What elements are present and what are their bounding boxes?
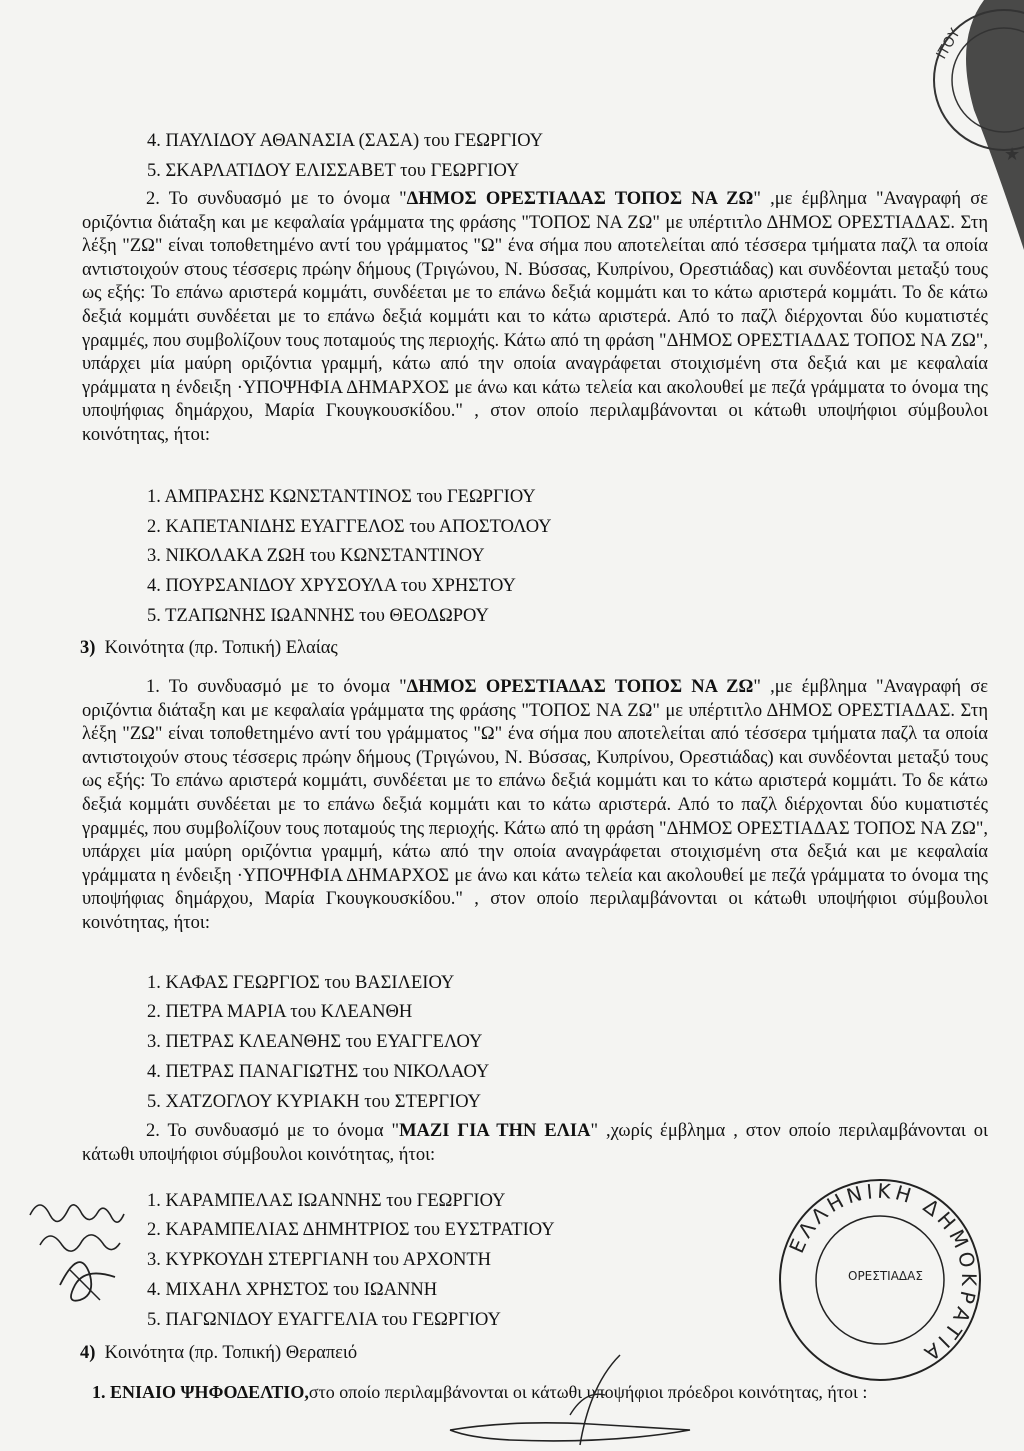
combination-name: ΔΗΜΟΣ ΟΡΕΣΤΙΑΔΑΣ ΤΟΠΟΣ ΝΑ ΖΩ	[406, 677, 754, 697]
ballot-line: 1. ΕΝΙΑΙΟ ΨΗΦΟΔΕΛΤΙΟ,στο οποίο περιλαμβάνονται οι κάτωθι υποψήφιοι πρόεδροι κοινότητας, ήτοι :	[92, 1382, 868, 1402]
list-item: 2. ΚΑΡΑΜΠΕΛΙΑΣ ΔΗΜΗΤΡΙΟΣ του ΕΥΣΤΡΑΤΙΟΥ	[147, 1220, 555, 1240]
list-item: 1. ΑΜΠΡΑΣΗΣ ΚΩΝΣΤΑΝΤΙΝΟΣ του ΓΕΩΡΓΙΟΥ	[147, 487, 536, 507]
list-item: 5. ΧΑΤΖΟΓΛΟΥ ΚΥΡΙΑΚΗ του ΣΤΕΡΓΙΟΥ	[147, 1092, 482, 1112]
list-item: 3. ΝΙΚΟΛΑΚΑ ΖΩΗ του ΚΩΝΣΤΑΝΤΙΝΟΥ	[147, 546, 485, 566]
combination-paragraph: 2. Το συνδυασμό με το όνομα "ΜΑΖΙ ΓΙΑ ΤΗΝ ΕΛΙΑ" ,χωρίς έμβλημα , στον οποίο περιλαμβάνονται οι κάτωθι υποψήφιοι σύμβουλοι κοινότητας, ήτοι:	[82, 1121, 988, 1165]
section-heading: 4) Κοινότητα (πρ. Τοπική) Θεραπειό	[80, 1343, 358, 1363]
list-item: 2. ΚΑΠΕΤΑΝΙΔΗΣ ΕΥΑΓΓΕΛΟΣ του ΑΠΟΣΤΟΛΟΥ	[147, 517, 552, 537]
list-item: 4. ΠΑΥΛΙΔΟΥ ΑΘΑΝΑΣΙΑ (ΣΑΣΑ) του ΓΕΩΡΓΙΟΥ	[147, 131, 543, 151]
list-item: 5. ΤΖΑΠΩΝΗΣ ΙΩΑΝΝΗΣ του ΘΕΟΔΩΡΟΥ	[147, 606, 489, 626]
list-item: 4. ΜΙΧΑΗΛ ΧΡΗΣΤΟΣ του ΙΩΑΝΝΗ	[147, 1280, 438, 1300]
section-heading: 3) Κοινότητα (πρ. Τοπική) Ελαίας	[80, 638, 338, 658]
list-item: 5. ΠΑΓΩΝΙΔΟΥ ΕΥΑΓΓΕΛΙΑ του ΓΕΩΡΓΙΟΥ	[147, 1310, 501, 1330]
svg-text:ΙΤΟΥ: ΙΤΟΥ	[933, 26, 964, 62]
list-item: 4. ΠΟΥΡΣΑΝΙΔΟΥ ΧΡΥΣΟΥΛΑ του ΧΡΗΣΤΟΥ	[147, 576, 516, 596]
round-seal-stamp	[770, 1170, 990, 1390]
list-item: 2. ΠΕΤΡΑ ΜΑΡΙΑ του ΚΛΕΑΝΘΗ	[147, 1002, 413, 1022]
list-item: 1. ΚΑΦΑΣ ΓΕΩΡΓΙΟΣ του ΒΑΣΙΛΕΙΟΥ	[147, 973, 455, 993]
svg-text:★: ★	[1004, 144, 1021, 165]
combination-paragraph: 2. Το συνδυασμό με το όνομα "ΔΗΜΟΣ ΟΡΕΣΤΙΑΔΑΣ ΤΟΠΟΣ ΝΑ ΖΩ" ,με έμβλημα "Αναγραφή σε οριζόντια διάταξη και με κεφαλαία γράμματα της φράσης "ΤΟΠΟΣ ΝΑ ΖΩ" με υπέρτιτλο ΔΗΜΟΣ ΟΡΕΣΤΙΑΔΑΣ. Στη λέξη "ΖΩ" είναι τοποθετημένο αντί του γράμματος "Ω" ένα σήμα που αποτελείται από τέσσερα τμήματα παζλ τα οποία αντιστοιχούν στους τέσσερις πρώην δήμους (Τριγώνου, Ν. Βύσσας, Κυπρίνου, Ορεστιάδας) και συνδέονται μεταξύ τους ως εξής: Το επάνω αριστερά κομμάτι, συνδέεται με το επάνω δεξιά κομμάτι και το κάτω αριστερά κομμάτι. Το δε κάτω δεξιά κομμάτι συνδέεται με το επάνω δεξιά κομμάτι και το κάτω αριστερά. Από το παζλ διέρχονται δύο κυματιστές γραμμές, που συμβολίζουν τους ποταμούς της περιοχής. Κάτω από τη φράση "ΔΗΜΟΣ ΟΡΕΣΤΙΑΔΑΣ ΤΟΠΟΣ ΝΑ ΖΩ", υπάρχει μία μαύρη οριζόντια γραμμή, κάτω από την οποία αναγράφεται στοιχισμένη στα δεξιά και με κεφαλαία γράμματα η ένδειξη ·ΥΠΟΨΗΦΙΑ ΔΗΜΑΡΧΟΣ με άνω και κάτω τελεία και ακολουθεί με πεζά γράμματα το όνομα της υποψήφιας δημάρχου, Μαρία Γκουγκουσκίδου." , στον οποίο περιλαμβάνονται οι κάτωθι υποψήφιοι σύμβουλοι κοινότητας, ήτοι:	[82, 189, 988, 445]
handwritten-signature	[20, 1185, 170, 1315]
combination-paragraph: 1. Το συνδυασμό με το όνομα "ΔΗΜΟΣ ΟΡΕΣΤΙΑΔΑΣ ΤΟΠΟΣ ΝΑ ΖΩ" ,με έμβλημα "Αναγραφή σε οριζόντια διάταξη και με κεφαλαία γράμματα της φράσης "ΤΟΠΟΣ ΝΑ ΖΩ" με υπέρτιτλο ΔΗΜΟΣ ΟΡΕΣΤΙΑΔΑΣ. Στη λέξη "ΖΩ" είναι τοποθετημένο αντί του γράμματος "Ω" ένα σήμα που αποτελείται από τέσσερα τμήματα παζλ τα οποία αντιστοιχούν στους τέσσερις πρώην δήμους (Τριγώνου, Ν. Βύσσας, Κυπρίνου, Ορεστιάδας) και συνδέονται μεταξύ τους ως εξής: Το επάνω αριστερά κομμάτι, συνδέεται με το επάνω δεξιά κομμάτι και το κάτω αριστερά κομμάτι. Το δε κάτω δεξιά κομμάτι συνδέεται με το επάνω δεξιά κομμάτι και το κάτω αριστερά. Από το παζλ διέρχονται δύο κυματιστές γραμμές, που συμβολίζουν τους ποταμούς της περιοχής. Κάτω από τη φράση "ΔΗΜΟΣ ΟΡΕΣΤΙΑΔΑΣ ΤΟΠΟΣ ΝΑ ΖΩ", υπάρχει μία μαύρη οριζόντια γραμμή, κάτω από την οποία αναγράφεται στοιχισμένη στα δεξιά και με κεφαλαία γράμματα η ένδειξη ·ΥΠΟΨΗΦΙΑ ΔΗΜΑΡΧΟΣ με άνω και κάτω τελεία και ακολουθεί με πεζά γράμματα το όνομα της υποψήφιας δημάρχου, Μαρία Γκουγκουσκίδου." , στον οποίο περιλαμβάνονται οι κάτωθι υποψήφιοι σύμβουλοι κοινότητας, ήτοι:	[82, 677, 988, 933]
svg-text:ΟΡΕΣΤΙΑΔΑΣ: ΟΡΕΣΤΙΑΔΑΣ	[848, 1269, 923, 1283]
combination-name: ΔΗΜΟΣ ΟΡΕΣΤΙΑΔΑΣ ΤΟΠΟΣ ΝΑ ΖΩ	[406, 189, 754, 209]
combination-name: ΜΑΖΙ ΓΙΑ ΤΗΝ ΕΛΙΑ	[399, 1121, 591, 1141]
partial-seal-stamp	[884, 0, 1024, 270]
list-item: 1. ΚΑΡΑΜΠΕΛΑΣ ΙΩΑΝΝΗΣ του ΓΕΩΡΓΙΟΥ	[147, 1191, 506, 1211]
svg-text:ΕΛΛΗΝΙΚΗ ΔΗΜΟΚΡΑΤΙΑ: ΕΛΛΗΝΙΚΗ ΔΗΜΟΚΡΑΤΙΑ	[784, 1178, 982, 1368]
list-item: 5. ΣΚΑΡΛΑΤΙΔΟΥ ΕΛΙΣΣΑΒΕΤ του ΓΕΩΡΓΙΟΥ	[147, 161, 520, 181]
list-item: 3. ΠΕΤΡΑΣ ΚΛΕΑΝΘΗΣ του ΕΥΑΓΓΕΛΟΥ	[147, 1032, 483, 1052]
list-item: 4. ΠΕΤΡΑΣ ΠΑΝΑΓΙΩΤΗΣ του ΝΙΚΟΛΑΟΥ	[147, 1062, 490, 1082]
list-item: 3. ΚΥΡΚΟΥΔΗ ΣΤΕΡΓΙΑΝΗ του ΑΡΧΟΝΤΗ	[147, 1250, 492, 1270]
pen-scribble	[420, 1345, 740, 1451]
